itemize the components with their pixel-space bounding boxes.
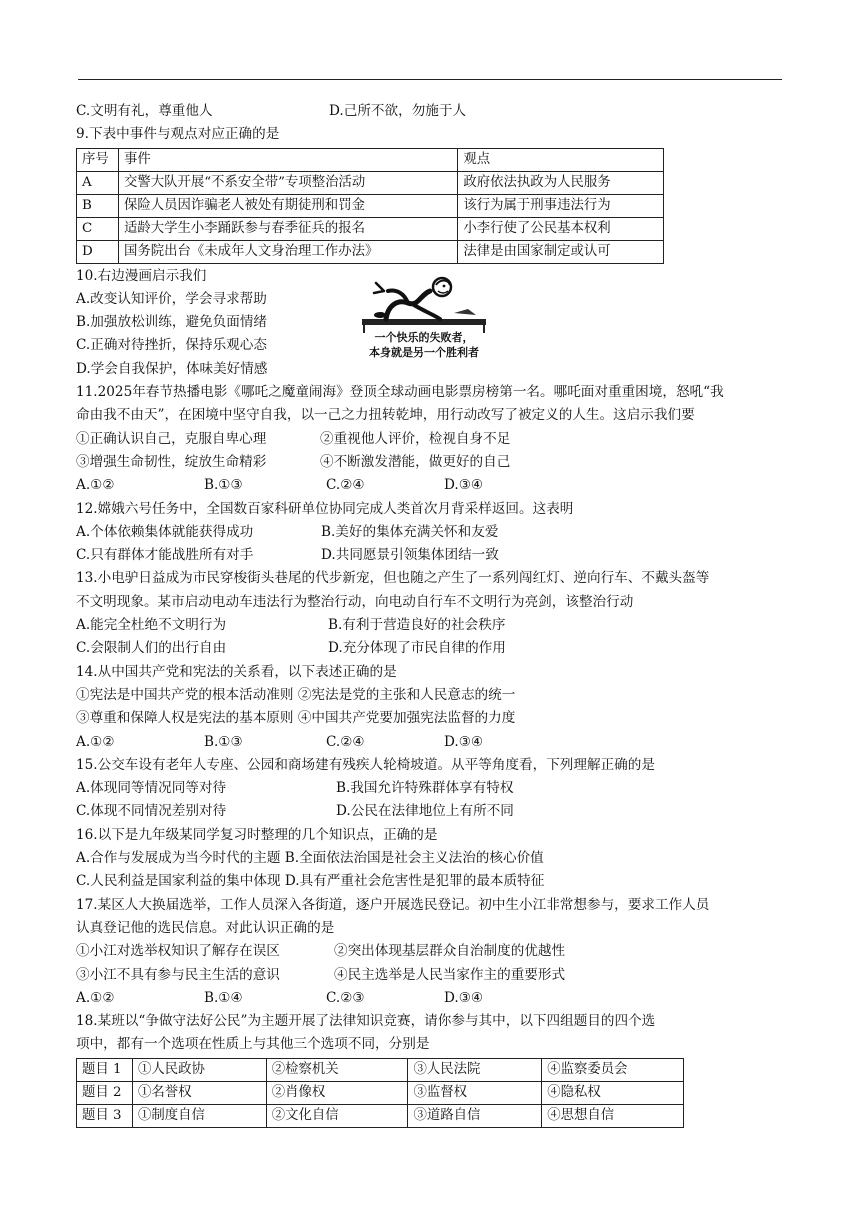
q10-option-d: D.学会自我保护，体味美好情感: [76, 360, 268, 377]
q11-option-a: A.①②: [76, 477, 115, 494]
table-cell: 题目 1: [77, 1058, 133, 1081]
table-row: [77, 1058, 684, 1081]
q12-option-c: C.只有群体才能战胜所有对手: [76, 547, 254, 564]
table-cell: ①制度自信: [132, 1104, 266, 1127]
table-cell: 题目 2: [77, 1081, 133, 1104]
q18-stem: 18.某班以“争做守法好公民”为主题开展了法律知识竞赛，请你参与其中，以下四组题目的四个选: [76, 1013, 656, 1030]
q18-stem-cont: 项中，都有一个选项在性质上与其他三个选项不同，分别是: [76, 1036, 430, 1053]
q10-stem: 10.右边漫画启示我们: [76, 267, 207, 284]
table-cell: B: [77, 194, 119, 217]
q15-option-d: D.公民在法律地位上有所不同: [336, 803, 514, 820]
q14-statements-34: ③尊重和保障人权是宪法的基本原则 ④中国共产党要加强宪法监督的力度: [76, 710, 516, 727]
table-header-cell: 观点: [458, 148, 664, 171]
q15-option-c: C.体现不同情况差别对待: [76, 803, 227, 820]
q17-statements-34: [76, 964, 784, 987]
q17-statement-4: ④民主选举是人民当家作主的重要形式: [334, 966, 566, 983]
q15-options-cd: [76, 800, 784, 823]
q8-options: [76, 100, 784, 123]
q14-options: [76, 731, 784, 754]
caption-line: 一个快乐的失败者，: [374, 330, 474, 344]
table-cell: D: [77, 240, 119, 263]
q11-option-b: B.①③: [204, 477, 243, 494]
q11-statements-12: [76, 428, 784, 451]
q17-option-d: D.③④: [444, 989, 484, 1006]
q12-options-cd: [76, 544, 784, 567]
table-row: [77, 1104, 684, 1127]
q11-statement-4: ④不断激发潜能，做更好的自己: [320, 453, 511, 470]
table-cell: 法律是由国家制定或认可: [458, 240, 664, 263]
table-cell: A: [77, 171, 119, 194]
table-cell: ①人民政协: [132, 1058, 266, 1081]
table-cell: 交警大队开展“不系安全带”专项整治活动: [118, 171, 457, 194]
q11-options: [76, 474, 784, 497]
table-cell: ②检察机关: [266, 1058, 408, 1081]
q14-option-d: D.③④: [444, 733, 484, 750]
q8-option-d: D.己所不欲，勿施于人: [329, 103, 467, 119]
q17-option-c: C.②③: [326, 989, 365, 1006]
table-header-cell: 事件: [118, 148, 457, 171]
table-cell: ③人民法院: [408, 1058, 542, 1081]
q11-option-c: C.②④: [326, 477, 365, 494]
q14-statements-12: ①宪法是中国共产党的根本活动准则 ②宪法是党的主张和人民意志的统一: [76, 686, 516, 703]
q16-options-ab: A.合作与发展成为当今时代的主题 B.全面依法治国是社会主义法治的核心价值: [76, 850, 544, 867]
q10-option-b: B.加强放松训练，避免负面情绪: [76, 314, 268, 331]
q17-stem-cont: 认真登记他的选民信息。对此认识正确的是: [76, 919, 335, 936]
q13-stem: 13.小电驴日益成为市民穿梭街头巷尾的代步新宠，但也随之产生了一系列闯红灯、逆向行车、不戴头盔等: [76, 570, 710, 587]
q13-option-a: A.能完全杜绝不文明行为: [76, 617, 227, 634]
q14-option-a: A.①②: [76, 733, 115, 750]
table-cell: 该行为属于刑事违法行为: [458, 194, 664, 217]
q17-statement-1: ①小江对选举权知识了解存在误区: [76, 943, 280, 960]
q11-statement-3: ③增强生命韧性，绽放生命精彩: [76, 453, 267, 470]
q17-statements-12: [76, 940, 784, 963]
q15-option-a: A.体现同等情况同等对待: [76, 780, 227, 797]
q10-block: [76, 265, 784, 381]
q17-stem: 17.某区人大换届选举，工作人员深入各街道，逐户开展选民登记。初中生小江非常想参与，要求工作人员: [76, 896, 710, 913]
table-cell: ④思想自信: [542, 1104, 684, 1127]
q14-option-b: B.①③: [204, 733, 243, 750]
exam-page: [76, 100, 784, 1128]
table-header-cell: 序号: [77, 148, 119, 171]
table-cell: ④监察委员会: [542, 1058, 684, 1081]
q13-options-ab: [76, 614, 784, 637]
table-row: [77, 1081, 684, 1104]
table-cell: C: [77, 217, 119, 240]
table-header-row: [77, 148, 664, 171]
table-row: [77, 240, 664, 263]
q10-option-c: C.正确对待挫折，保持乐观心态: [76, 337, 267, 354]
q9-stem: 9.下表中事件与观点对应正确的是: [76, 126, 280, 143]
table-row: [77, 171, 664, 194]
q15-stem: 15.公交车设有老年人专座、公园和商场建有残疾人轮椅坡道。从平等角度看，下列理解正确的是: [76, 756, 655, 773]
table-row: [77, 217, 664, 240]
q13-option-d: D.充分体现了市民自律的作用: [328, 640, 506, 657]
q12-option-d: D.共同愿景引领集体团结一致: [321, 547, 499, 564]
table-cell: 保险人员因诈骗老人被处有期徒刑和罚金: [118, 194, 457, 217]
q17-option-b: B.①④: [204, 989, 243, 1006]
q16-options-cd: C.人民利益是国家利益的集中体现 D.具有严重社会危害性是犯罪的最本质特征: [76, 873, 545, 890]
table-cell: ①名誉权: [132, 1081, 266, 1104]
q17-options: [76, 987, 784, 1010]
q13-options-cd: [76, 637, 784, 660]
q8-option-c: C.文明有礼，尊重他人: [76, 103, 213, 119]
table-cell: ④隐私权: [542, 1081, 684, 1104]
q15-options-ab: [76, 777, 784, 800]
q12-option-a: A.个体依赖集体就能获得成功: [76, 523, 254, 540]
header-rule: [78, 79, 782, 80]
table-cell: 适龄大学生小李踊跃参与春季征兵的报名: [118, 217, 457, 240]
q13-option-c: C.会限制人们的出行自由: [76, 640, 227, 657]
table-cell: 小李行使了公民基本权利: [458, 217, 664, 240]
q11-statements-34: [76, 451, 784, 474]
table-cell: 国务院出台《未成年人文身治理工作办法》: [118, 240, 457, 263]
table-cell: ②文化自信: [266, 1104, 408, 1127]
q11-statement-2: ②重视他人评价，检视自身不足: [320, 430, 511, 447]
q9-table: [76, 148, 664, 264]
q11-stem: 11.2025年春节热播电影《哪吒之魔童闹海》登顶全球动画电影票房榜第一名。哪吒面对重重困境，怒吼“我: [76, 384, 724, 401]
q12-stem: 12.嫦娥六号任务中，全国数百家科研单位协同完成人类首次月背采样返回。这表明: [76, 500, 574, 517]
q17-statement-2: ②突出体现基层群众自治制度的优越性: [334, 943, 566, 960]
cartoon-caption: [344, 330, 504, 360]
q14-stem: 14.从中国共产党和宪法的关系看，以下表述正确的是: [76, 663, 397, 680]
q17-option-a: A.①②: [76, 989, 115, 1006]
q16-stem: 16.以下是九年级某同学复习时整理的几个知识点，正确的是: [76, 826, 438, 843]
table-cell: ②肖像权: [266, 1081, 408, 1104]
q10-option-a: A.改变认知评价，学会寻求帮助: [76, 290, 267, 307]
q13-stem-cont: 不文明现象。某市启动电动车违法行为整治行动，向电动自行车不文明行为亮剑，该整治行动: [76, 593, 634, 610]
table-cell: ③监督权: [408, 1081, 542, 1104]
q11-option-d: D.③④: [444, 477, 484, 494]
q12-option-b: B.美好的集体充满关怀和友爱: [321, 523, 499, 540]
q17-statement-3: ③小江不具有参与民主生活的意识: [76, 966, 280, 983]
q18-table: [76, 1058, 684, 1128]
caption-line: 本身就是另一个胜利者: [369, 345, 479, 359]
table-row: [77, 194, 664, 217]
q12-options-ab: [76, 521, 784, 544]
q11-stem-cont: 命由我不由天”，在困境中坚守自我，以一己之力扭转乾坤，用行动改写了被定义的人生。这启示我们要: [76, 407, 695, 424]
q11-statement-1: ①正确认识自己，克服自卑心理: [76, 430, 267, 447]
q15-option-b: B.我国允许特殊群体享有特权: [336, 780, 514, 797]
q14-option-c: C.②④: [326, 733, 365, 750]
q13-option-b: B.有利于营造良好的社会秩序: [328, 617, 506, 634]
table-cell: 题目 3: [77, 1104, 133, 1127]
table-cell: 政府依法执政为人民服务: [458, 171, 664, 194]
table-cell: ③道路自信: [408, 1104, 542, 1127]
